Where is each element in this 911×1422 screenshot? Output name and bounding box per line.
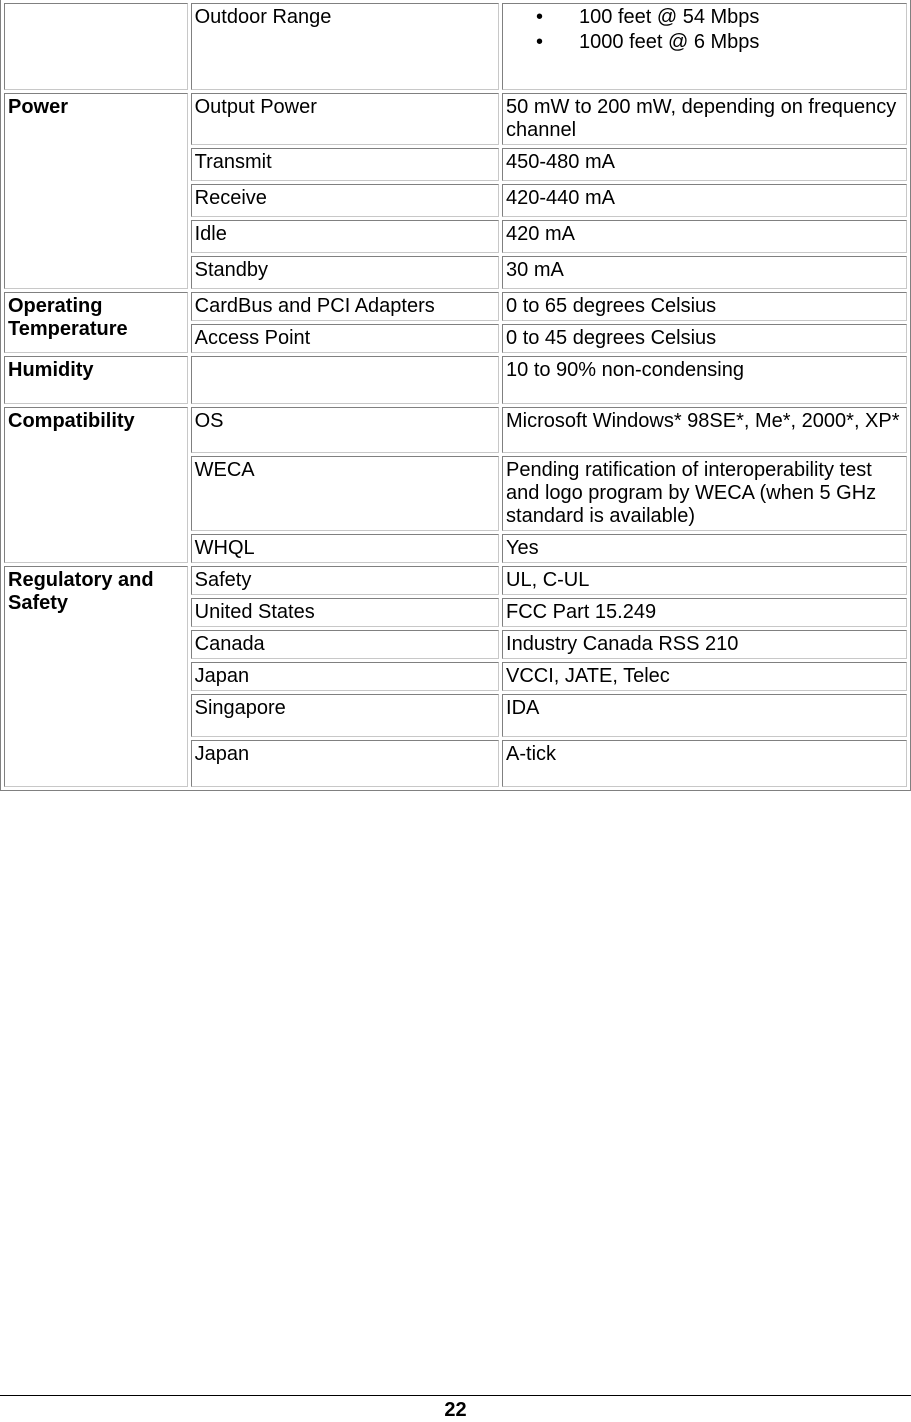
row-value: IDA xyxy=(502,694,907,737)
table-row xyxy=(4,566,907,595)
row-value: UL, C-UL xyxy=(502,566,907,595)
category-humidity: Humidity xyxy=(4,356,188,404)
bullet-list xyxy=(506,6,903,56)
category-operating-temperature: Operating Temperature xyxy=(4,292,188,353)
row-label: Canada xyxy=(191,630,499,659)
category-regulatory-and-safety: Regulatory and Safety xyxy=(4,566,188,787)
footer-divider xyxy=(0,1395,911,1396)
row-value: Pending ratification of interoperability test and logo program by WECA (when 5 GHz standard is available) xyxy=(502,456,907,531)
row-value: 10 to 90% non-condensing xyxy=(502,356,907,404)
category-power: Power xyxy=(4,93,188,289)
table-row xyxy=(4,93,907,145)
table-row xyxy=(4,356,907,404)
row-value: Microsoft Windows* 98SE*, Me*, 2000*, XP* xyxy=(502,407,907,453)
row-label: Output Power xyxy=(191,93,499,145)
list-item: • 1000 feet @ 6 Mbps xyxy=(506,31,903,56)
list-item: • 100 feet @ 54 Mbps xyxy=(506,6,903,31)
row-value: 50 mW to 200 mW, depending on frequency channel xyxy=(502,93,907,145)
row-label: Access Point xyxy=(191,324,499,353)
row-value: 30 mA xyxy=(502,256,907,289)
row-label: Transmit xyxy=(191,148,499,181)
row-label: Standby xyxy=(191,256,499,289)
row-value: 450-480 mA xyxy=(502,148,907,181)
row-value: Yes xyxy=(502,534,907,563)
row-label: United States xyxy=(191,598,499,627)
row-label: Safety xyxy=(191,566,499,595)
row-value: 0 to 65 degrees Celsius xyxy=(502,292,907,321)
row-label: WECA xyxy=(191,456,499,531)
row-value: FCC Part 15.249 xyxy=(502,598,907,627)
row-label: WHQL xyxy=(191,534,499,563)
table-row xyxy=(4,407,907,453)
row-value xyxy=(502,3,907,90)
row-label: Receive xyxy=(191,184,499,217)
row-label: Japan xyxy=(191,662,499,691)
row-label xyxy=(191,356,499,404)
row-label: Japan xyxy=(191,740,499,787)
row-value: A-tick xyxy=(502,740,907,787)
row-value: 420-440 mA xyxy=(502,184,907,217)
row-value: Industry Canada RSS 210 xyxy=(502,630,907,659)
row-value: 0 to 45 degrees Celsius xyxy=(502,324,907,353)
row-label: Singapore xyxy=(191,694,499,737)
row-value: VCCI, JATE, Telec xyxy=(502,662,907,691)
category-compatibility: Compatibility xyxy=(4,407,188,563)
row-value: 420 mA xyxy=(502,220,907,253)
page-number: 22 xyxy=(444,1399,467,1421)
row-label: CardBus and PCI Adapters xyxy=(191,292,499,321)
row-label: Outdoor Range xyxy=(191,3,499,90)
row-label: OS xyxy=(191,407,499,453)
table-row xyxy=(4,292,907,321)
table-row xyxy=(4,3,907,90)
row-label: Idle xyxy=(191,220,499,253)
category-cell-empty xyxy=(4,3,188,90)
